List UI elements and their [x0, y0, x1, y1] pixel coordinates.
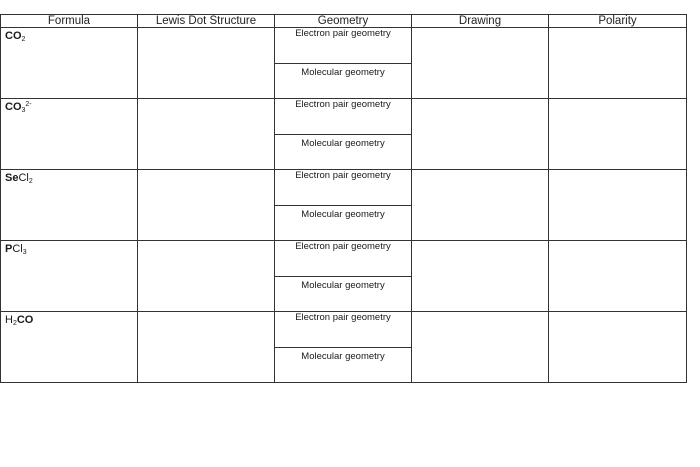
header-formula: Formula — [1, 15, 138, 28]
electron-pair-geometry-field[interactable]: Electron pair geometry — [275, 28, 411, 64]
drawing-cell[interactable] — [412, 312, 549, 383]
lewis-structure-cell[interactable] — [138, 241, 275, 312]
formula-cell — [1, 312, 138, 383]
formula-text: H — [5, 314, 13, 326]
formula-subscript: 2 — [21, 36, 26, 43]
table-row — [1, 99, 687, 170]
formula-text: Cl — [12, 243, 23, 255]
worksheet — [0, 14, 686, 383]
formula-text: CO — [16, 314, 34, 326]
geometry-cell — [275, 170, 412, 241]
molecular-geometry-field[interactable]: Molecular geometry — [301, 67, 385, 78]
lewis-structure-cell[interactable] — [138, 28, 275, 99]
molecular-geometry-field[interactable]: Molecular geometry — [301, 351, 385, 362]
lewis-structure-cell[interactable] — [138, 99, 275, 170]
formula-cell — [1, 99, 138, 170]
header-geometry: Geometry — [275, 15, 412, 28]
electron-pair-geometry-field[interactable]: Electron pair geometry — [275, 170, 411, 206]
geometry-cell — [275, 312, 412, 383]
table-row — [1, 28, 687, 99]
header-lewis-dot-structure: Lewis Dot Structure — [138, 15, 275, 28]
chemical-formula — [1, 312, 137, 326]
molecular-geometry-field[interactable]: Molecular geometry — [301, 280, 385, 291]
molecular-geometry-field[interactable]: Molecular geometry — [301, 209, 385, 220]
formula-subscript: 3 — [21, 107, 26, 114]
header-row — [1, 15, 687, 28]
chemical-formula — [1, 99, 137, 113]
polarity-cell[interactable] — [549, 241, 687, 312]
geometry-cell — [275, 241, 412, 312]
drawing-cell[interactable] — [412, 99, 549, 170]
molecular-geometry-field[interactable]: Molecular geometry — [301, 138, 385, 149]
formula-cell — [1, 170, 138, 241]
geometry-cell — [275, 28, 412, 99]
chemical-formula — [1, 170, 137, 184]
drawing-cell[interactable] — [412, 28, 549, 99]
header-drawing: Drawing — [412, 15, 549, 28]
formula-cell — [1, 241, 138, 312]
formula-text: CO — [5, 30, 22, 42]
formula-cell — [1, 28, 138, 99]
formula-subscript: 3 — [22, 249, 27, 256]
formula-superscript: 2- — [25, 101, 32, 108]
polarity-cell[interactable] — [549, 28, 687, 99]
table-row — [1, 312, 687, 383]
electron-pair-geometry-field[interactable]: Electron pair geometry — [275, 99, 411, 135]
lewis-structure-cell[interactable] — [138, 170, 275, 241]
geometry-cell — [275, 99, 412, 170]
formula-text: Se — [5, 172, 19, 184]
polarity-cell[interactable] — [549, 312, 687, 383]
header-polarity: Polarity — [549, 15, 687, 28]
polarity-cell[interactable] — [549, 170, 687, 241]
formula-text: P — [5, 243, 13, 255]
chemical-formula — [1, 28, 137, 42]
molecule-table — [0, 14, 687, 383]
polarity-cell[interactable] — [549, 99, 687, 170]
drawing-cell[interactable] — [412, 170, 549, 241]
drawing-cell[interactable] — [412, 241, 549, 312]
formula-text: Cl — [18, 172, 29, 184]
lewis-structure-cell[interactable] — [138, 312, 275, 383]
formula-subscript: 2 — [12, 320, 17, 327]
chemical-formula — [1, 241, 137, 255]
electron-pair-geometry-field[interactable]: Electron pair geometry — [275, 312, 411, 348]
electron-pair-geometry-field[interactable]: Electron pair geometry — [275, 241, 411, 277]
formula-text: CO — [5, 101, 22, 113]
formula-subscript: 2 — [28, 178, 33, 185]
table-row — [1, 241, 687, 312]
table-row — [1, 170, 687, 241]
